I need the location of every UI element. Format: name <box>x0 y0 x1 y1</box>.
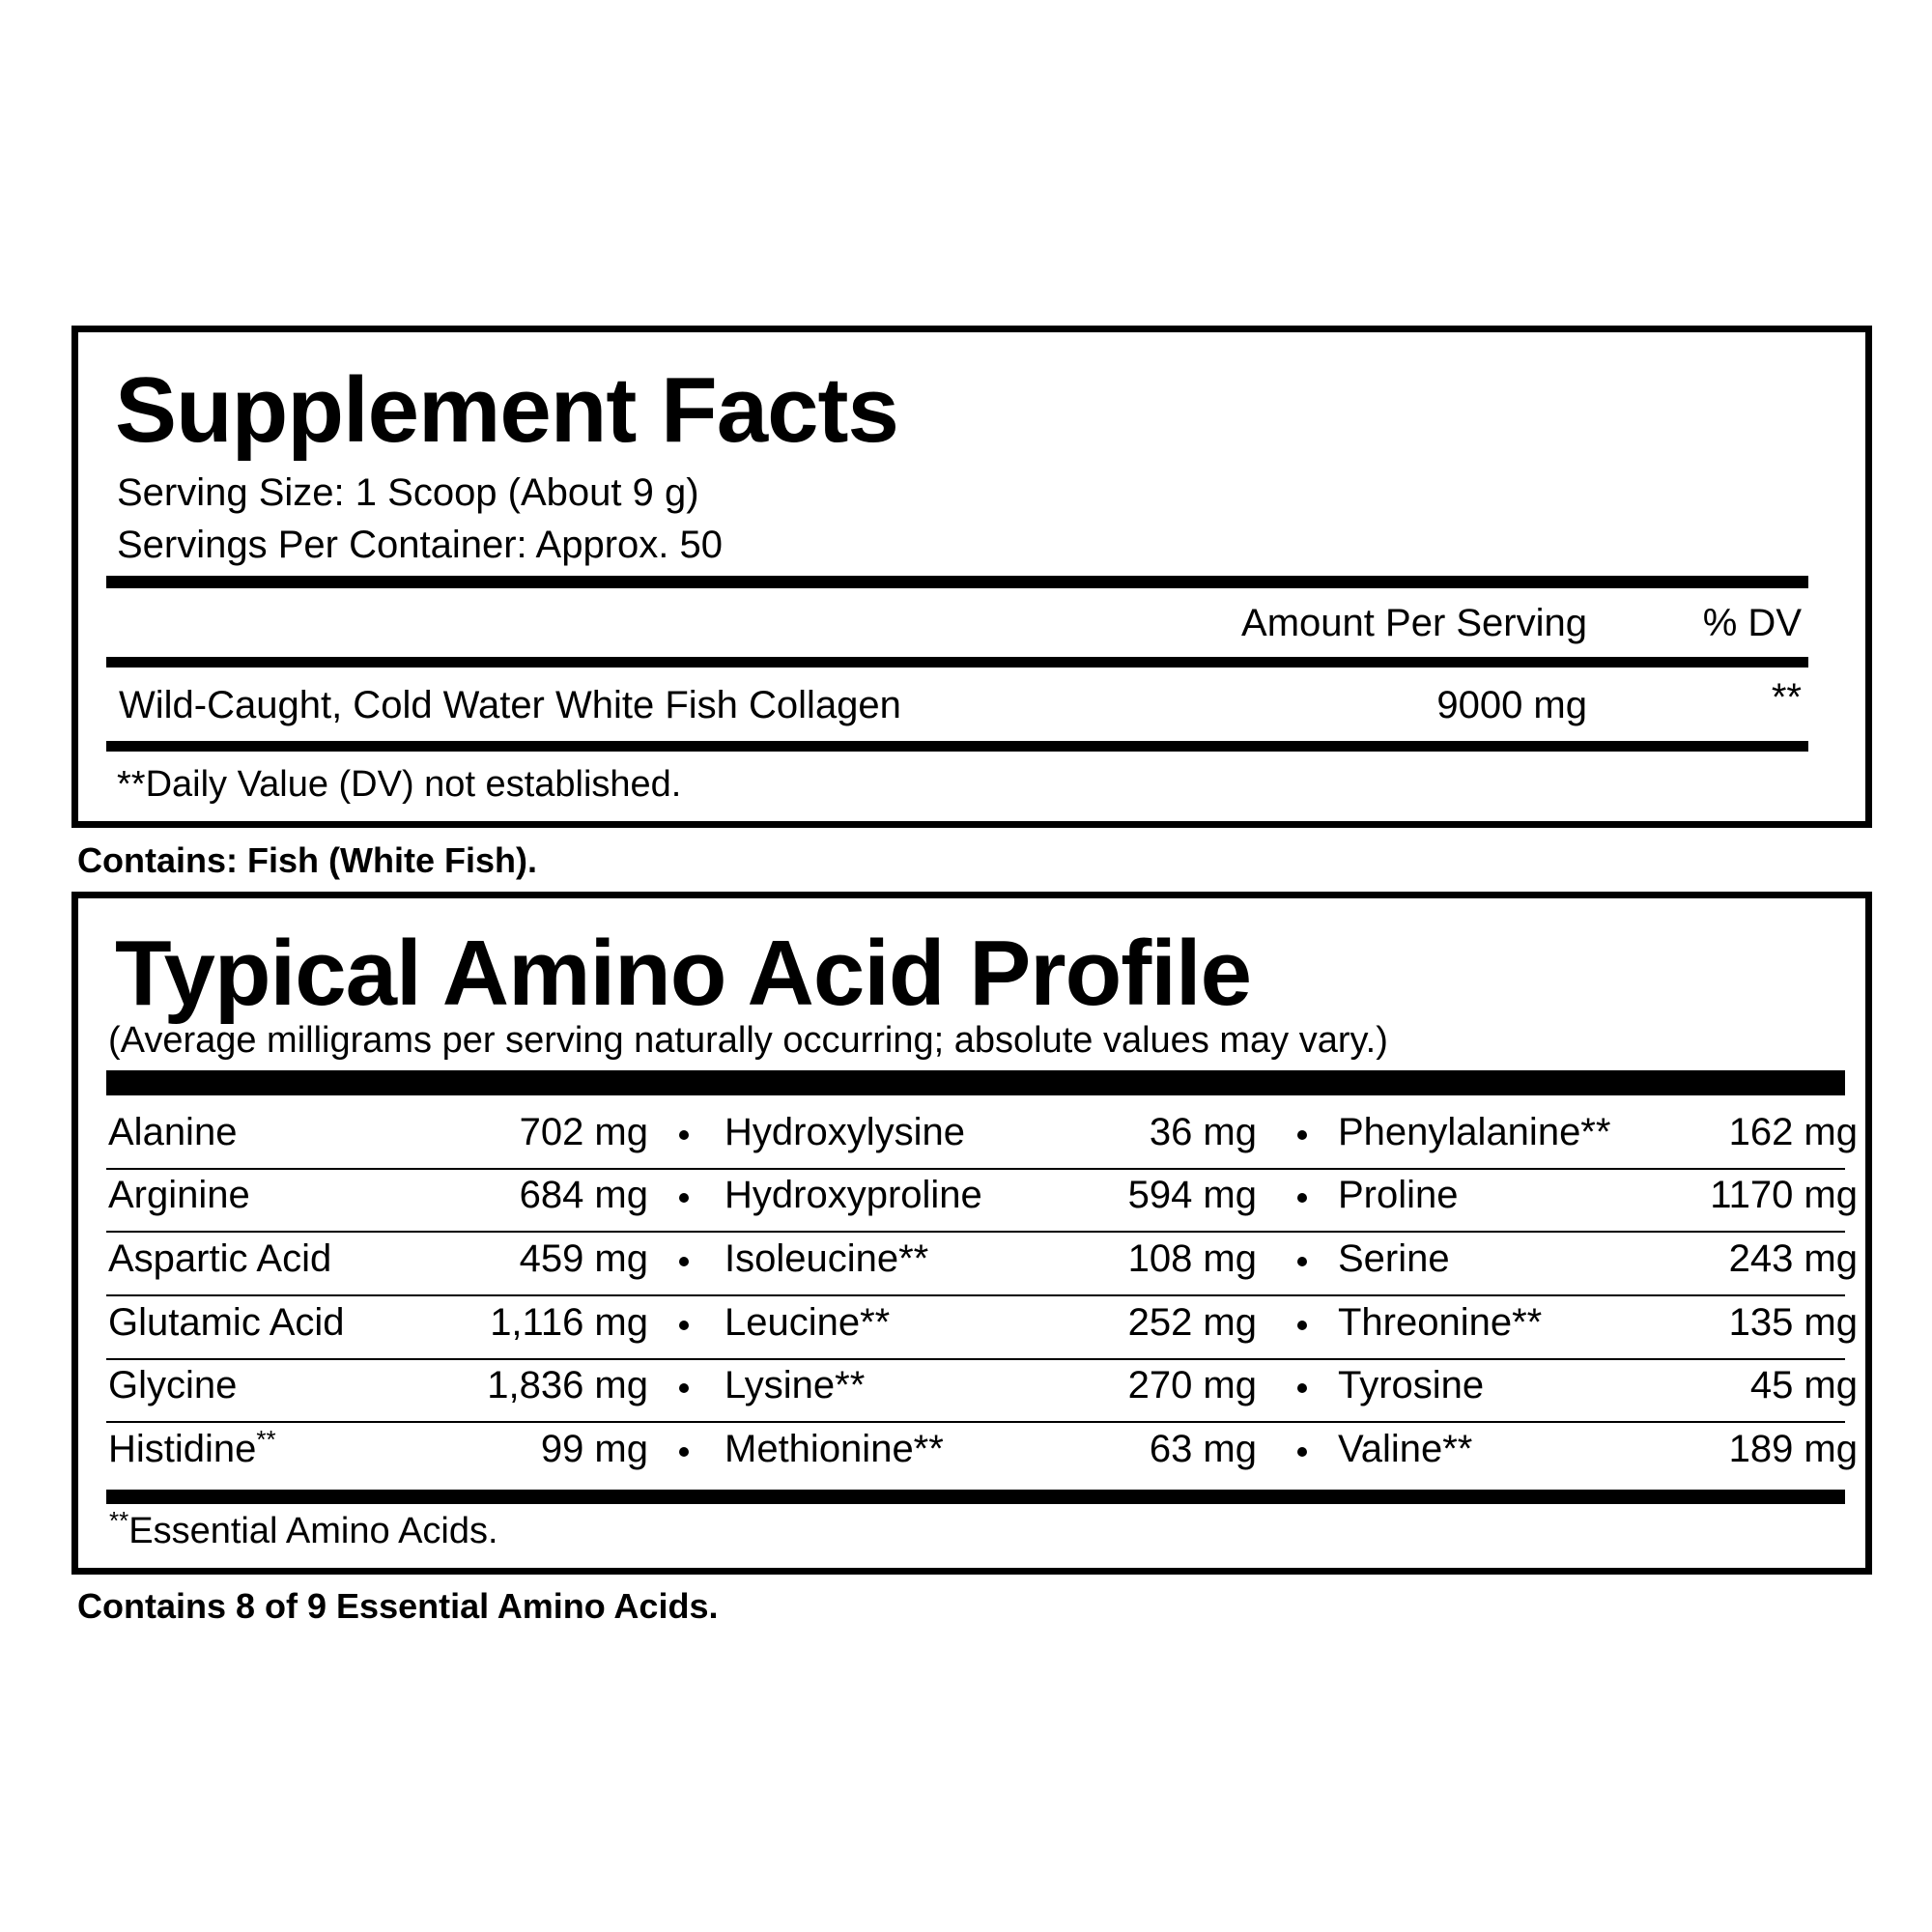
amino-acid-name: Proline <box>1338 1174 1459 1216</box>
amino-profile-subtitle: (Average milligrams per serving naturally occurring; absolute values may vary.) <box>108 1020 1388 1061</box>
amino-acid-name: Methionine** <box>724 1428 944 1470</box>
amino-acid-value: 459 mg <box>519 1237 648 1280</box>
amino-acid-value: 189 mg <box>1728 1428 1858 1470</box>
amino-row <box>78 1425 1865 1494</box>
amino-acid-value: 1,116 mg <box>490 1301 648 1344</box>
amino-acid-value: 135 mg <box>1728 1301 1858 1344</box>
row-divider <box>106 1231 1845 1233</box>
amino-acid-name: Serine <box>1338 1237 1450 1280</box>
thick-rule <box>106 1070 1845 1095</box>
bullet-separator <box>1297 1383 1307 1393</box>
amino-acid-value: 684 mg <box>519 1174 648 1216</box>
dv-footnote: **Daily Value (DV) not established. <box>117 764 682 805</box>
amino-acid-value: 99 mg <box>540 1428 648 1470</box>
ingredient-name: Wild-Caught, Cold Water White Fish Collagen <box>119 684 901 726</box>
essential-footnote <box>109 1506 498 1551</box>
serving-size: Serving Size: 1 Scoop (About 9 g) <box>117 471 699 514</box>
amino-acid-name-text: Histidine <box>108 1428 257 1470</box>
amino-acid-value: 594 mg <box>1127 1174 1257 1216</box>
amino-acid-name: Glutamic Acid <box>108 1301 345 1344</box>
medium-rule <box>106 741 1808 752</box>
amino-acid-name: Alanine <box>108 1111 238 1153</box>
amino-acid-name: Lysine** <box>724 1364 866 1406</box>
dv-header: % DV <box>1702 602 1802 644</box>
amino-acid-value: 162 mg <box>1728 1111 1858 1153</box>
bullet-separator <box>1297 1447 1307 1457</box>
ingredient-amount: 9000 mg <box>1436 684 1587 726</box>
amino-acid-name: Valine** <box>1338 1428 1473 1470</box>
footnote-text: Essential Amino Acids. <box>128 1511 498 1551</box>
amino-acid-name: Hydroxylysine <box>724 1111 965 1153</box>
amino-acid-value: 1170 mg <box>1710 1174 1858 1216</box>
bullet-separator <box>679 1130 689 1140</box>
amino-acid-name: Tyrosine <box>1338 1364 1485 1406</box>
amount-per-serving-header: Amount Per Serving <box>1241 602 1587 644</box>
amino-acid-value: 1,836 mg <box>487 1364 648 1406</box>
amino-acid-name: Isoleucine** <box>724 1237 929 1280</box>
thick-rule <box>106 1490 1845 1504</box>
essential-amino-note: Contains 8 of 9 Essential Amino Acids. <box>77 1586 719 1626</box>
amino-acid-name: Aspartic Acid <box>108 1237 332 1280</box>
amino-acid-name: Hydroxyproline <box>724 1174 982 1216</box>
bullet-separator <box>1297 1193 1307 1203</box>
amino-acid-name: Arginine <box>108 1174 250 1216</box>
essential-mark: ** <box>256 1425 276 1454</box>
amino-acid-value: 108 mg <box>1127 1237 1257 1280</box>
supplement-facts-title: Supplement Facts <box>115 358 898 462</box>
allergen-statement: Contains: Fish (White Fish). <box>77 840 537 880</box>
amino-profile-title: Typical Amino Acid Profile <box>115 922 1251 1025</box>
footnote-mark: ** <box>109 1506 129 1535</box>
amino-acid-value: 270 mg <box>1127 1364 1257 1406</box>
bullet-separator <box>679 1383 689 1393</box>
servings-per-container: Servings Per Container: Approx. 50 <box>117 524 724 566</box>
row-divider <box>106 1358 1845 1360</box>
amino-acid-value: 63 mg <box>1149 1428 1257 1470</box>
bullet-separator <box>1297 1257 1307 1266</box>
amino-acid-name: Glycine <box>108 1364 238 1406</box>
amino-acid-name <box>108 1425 276 1470</box>
amino-acid-profile-panel <box>71 892 1872 1575</box>
bullet-separator <box>1297 1321 1307 1330</box>
amino-acid-value: 36 mg <box>1149 1111 1257 1153</box>
amino-acid-name: Leucine** <box>724 1301 891 1344</box>
supplement-facts-panel <box>71 326 1872 828</box>
ingredient-dv: ** <box>1771 676 1802 719</box>
thick-rule <box>106 576 1808 588</box>
bullet-separator <box>679 1447 689 1457</box>
row-divider <box>106 1421 1845 1423</box>
amino-acid-value: 702 mg <box>519 1111 648 1153</box>
amino-acid-value: 252 mg <box>1127 1301 1257 1344</box>
bullet-separator <box>1297 1130 1307 1140</box>
medium-rule <box>106 657 1808 668</box>
amino-acid-name: Phenylalanine** <box>1338 1111 1611 1153</box>
bullet-separator <box>679 1321 689 1330</box>
bullet-separator <box>679 1257 689 1266</box>
amino-acid-value: 243 mg <box>1728 1237 1858 1280</box>
bullet-separator <box>679 1193 689 1203</box>
row-divider <box>106 1294 1845 1296</box>
row-divider <box>106 1168 1845 1170</box>
amino-acid-value: 45 mg <box>1749 1364 1858 1406</box>
amino-acid-name: Threonine** <box>1338 1301 1543 1344</box>
